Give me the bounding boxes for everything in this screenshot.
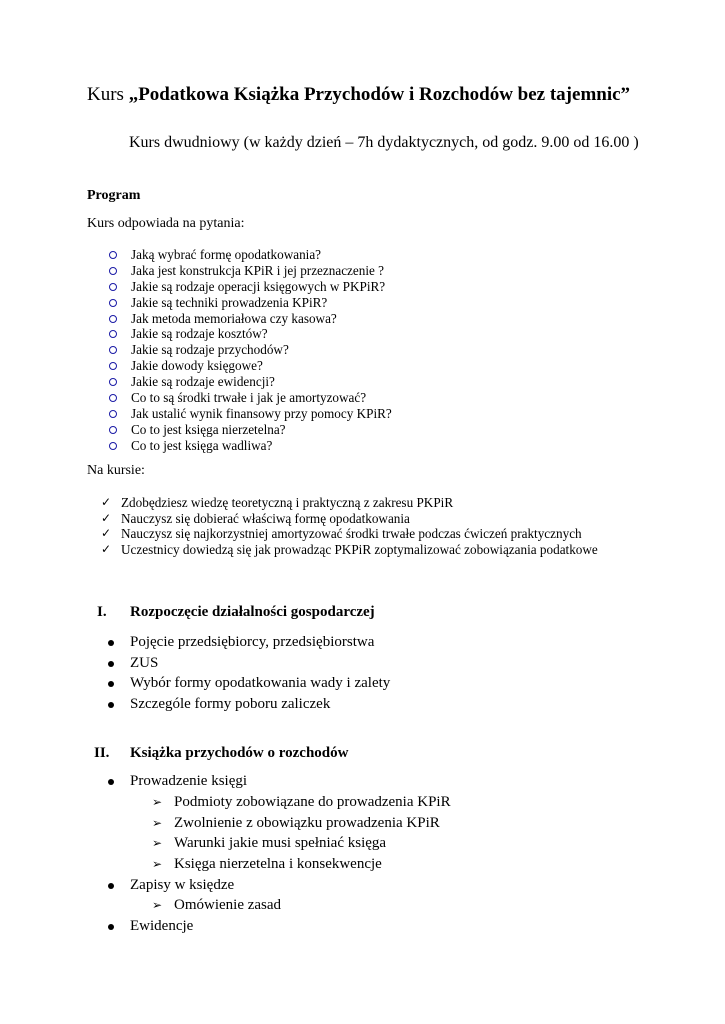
question-text: Jakie są rodzaje przychodów? [131,342,289,358]
benefit-text: Uczestnicy dowiedzą się jak prowadząc PKPiR zoptymalizować zobowiązania podatkowe [121,541,598,557]
bullet-dot-icon [108,702,114,708]
question-item [108,374,392,390]
check-icon: ✓ [101,526,112,541]
benefit-text: Nauczysz się dobierać właściwą formę opodatkowania [121,510,410,526]
question-text: Jakie są techniki prowadzenia KPiR? [131,294,328,310]
arrowhead-icon: ➢ [152,816,163,830]
check-icon: ✓ [101,495,112,509]
question-text: Jak ustalić wynik finansowy przy pomocy KPiR? [131,405,392,421]
benefit-text: Zdobędziesz wiedzę teoretyczną i praktyczną z zakresu PKPiR [121,495,454,510]
bullet-dot-icon [108,779,114,785]
section-1-title: Rozpoczęcie działalności gospodarczej [130,604,375,620]
sub-list-item-text: Omówienie zasad [174,897,282,913]
list-item-text: Pojęcie przedsiębiorcy, przedsiębiorstwa [130,634,375,650]
hollow-circle-icon [109,315,117,323]
hollow-circle-icon [109,426,117,434]
intro-text: Kurs odpowiada na pytania: [87,216,245,231]
hollow-circle-icon [109,330,117,338]
question-list [108,247,392,454]
list-item-text: Ewidencje [130,918,194,934]
question-item [108,438,392,454]
question-item [108,279,392,295]
sub-list-item-text: Księga nierzetelna i konsekwencje [174,856,382,872]
question-text: Co to są środki trwałe i jak je amortyzować? [131,390,367,406]
question-item [108,406,392,422]
arrowhead-icon: ➢ [152,836,163,850]
benefit-text: Nauczysz się najkorzystniej amortyzować środki trwałe podczas ćwiczeń praktycznych [121,526,582,542]
arrowhead-icon: ➢ [152,795,163,809]
hollow-circle-icon [109,394,117,402]
course-title-prefix: Kurs [87,84,124,105]
hollow-circle-icon [109,283,117,291]
sub-list-item-text: Zwolnienie z obowiązku prowadzenia KPiR [174,815,440,831]
course-title [87,84,630,106]
bullet-dot-icon [108,681,114,687]
question-text: Jak metoda memoriałowa czy kasowa? [131,310,337,326]
arrowhead-icon: ➢ [152,898,163,912]
check-icon: ✓ [101,510,112,525]
question-text: Co to jest księga wadliwa? [131,437,273,453]
question-item [108,342,392,358]
question-text: Jakie są rodzaje operacji księgowych w PKPiR? [131,278,386,294]
list-item-text: Prowadzenie księgi [130,773,248,789]
question-item [108,247,392,263]
question-item [108,311,392,327]
hollow-circle-icon [109,299,117,307]
question-text: Jaka jest konstrukcja KPiR i jej przeznaczenie ? [131,262,385,278]
question-text: Jakie dowody księgowe? [131,358,263,374]
benefits-heading: Na kursie: [87,463,145,478]
sub-list-item-text: Warunki jakie musi spełniać księga [174,835,387,851]
benefit-list [101,495,598,557]
section-1-number: I. [97,604,107,620]
hollow-circle-icon [109,410,117,418]
bullet-dot-icon [108,640,114,646]
bullet-dot-icon [108,883,114,889]
bullet-dot-icon [108,661,114,667]
list-item-text: ZUS [130,654,159,671]
benefit-item [101,542,598,558]
course-subtitle: Kurs dwudniowy (w każdy dzień – 7h dydaktycznych, od godz. 9.00 od 16.00 ) [129,134,639,151]
question-item [108,358,392,374]
hollow-circle-icon [109,251,117,259]
check-icon: ✓ [101,541,112,556]
section-2-number: II. [94,745,110,761]
question-item [108,390,392,406]
benefit-item [101,511,598,527]
bullet-dot-icon [108,924,114,930]
question-text: Jaką wybrać formę opodatkowania? [131,247,322,262]
hollow-circle-icon [109,442,117,450]
sub-list-item-text: Podmioty zobowiązane do prowadzenia KPiR [174,794,451,810]
hollow-circle-icon [109,346,117,354]
question-item [108,326,392,342]
program-heading: Program [87,188,141,203]
hollow-circle-icon [109,378,117,386]
benefit-item [101,495,598,511]
list-item-text: Szczególe formy poboru zaliczek [130,695,331,712]
arrowhead-icon: ➢ [152,857,163,871]
list-item-text: Wybór formy opodatkowania wady i zalety [130,675,391,692]
benefit-item [101,526,598,542]
question-text: Co to jest księga nierzetelna? [131,421,286,437]
question-item [108,422,392,438]
question-item [108,263,392,279]
list-item-text: Zapisy w księdze [130,877,235,893]
hollow-circle-icon [109,267,117,275]
question-text: Jakie są rodzaje kosztów? [131,326,268,342]
question-text: Jakie są rodzaje ewidencji? [131,374,275,390]
hollow-circle-icon [109,362,117,370]
course-title-name: „Podatkowa Książka Przychodów i Rozchodów bez tajemnic” [128,84,631,105]
question-item [108,295,392,311]
section-2-title: Książka przychodów o rozchodów [130,745,349,761]
